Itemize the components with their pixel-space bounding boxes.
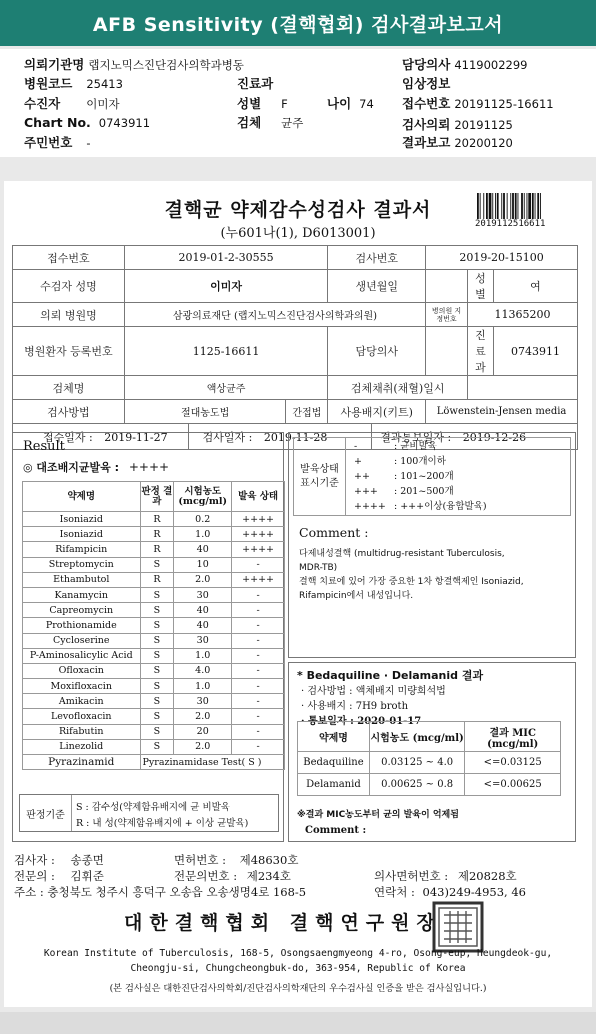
drug-result: S	[140, 724, 174, 739]
table-row	[298, 774, 561, 796]
hosp-label: 의뢰 병원명	[13, 303, 125, 327]
drug-growth: -	[232, 694, 285, 709]
dept-label: 진료과	[468, 327, 494, 376]
table-row	[23, 648, 285, 663]
report-title: AFB Sensitivity (결핵협회) 검사결과보고서	[92, 13, 504, 36]
drug-result: S	[140, 618, 174, 633]
criteria-r: R : 내 성(약제함유배지에 + 이상 균발육)	[76, 818, 249, 829]
legend-symbol: +	[354, 456, 362, 467]
drug-conc: 2.0	[174, 572, 232, 587]
legend-symbol: ++	[354, 471, 370, 482]
page-footer	[0, 1012, 596, 1034]
table-row	[23, 724, 285, 739]
md-license: 의사면허번호 : 제20828호	[374, 869, 517, 883]
bedaquiline-box	[288, 662, 576, 842]
certification-note: (본 검사실은 대한진단검사의학회/진단검사의학재단의 우수검사실 인증을 받은 검사실입니다.)	[109, 983, 487, 994]
hosp-no-value: 11365200	[468, 303, 578, 327]
drug-growth: ++++	[232, 527, 285, 542]
ssn-field: 주민번호 -	[24, 135, 91, 150]
drug-growth: -	[232, 709, 285, 724]
sex-label: 성별	[468, 270, 494, 303]
spec-label: 검체명	[13, 376, 125, 400]
drug-growth: -	[232, 724, 285, 739]
drug-result: S	[140, 603, 174, 618]
drug-name: Rifabutin	[23, 724, 141, 739]
drug-name: Prothionamide	[23, 618, 141, 633]
table-row	[23, 633, 285, 648]
table-row	[23, 527, 285, 542]
report-title-bar	[0, 0, 596, 46]
table-row	[23, 663, 285, 678]
result-title: Result	[23, 439, 65, 454]
drug-conc: 1.0	[174, 527, 232, 542]
drug-header-2: 시험농도 (mcg/ml)	[174, 482, 232, 512]
drug-result: S	[140, 557, 174, 572]
name-value: 이미자	[124, 270, 328, 303]
drug-conc: 30	[174, 633, 232, 648]
legend-meaning: : 균비발육	[394, 441, 437, 452]
table-row	[23, 603, 285, 618]
english-address-1: Korean Institute of Tuberculosis, 168-5, Osongsaengmyeong 4-ro, Osong-eup, Heungdeok-gu,	[43, 948, 553, 959]
drug-conc: 40	[174, 603, 232, 618]
drug-conc: 30	[174, 587, 232, 602]
address: 주소 : 충청북도 청주시 흥덕구 오송읍 오송생명4로 168-5	[14, 885, 307, 899]
comment-title: Comment :	[299, 525, 369, 540]
drug-conc: 2.0	[174, 739, 232, 754]
drug-name: Cycloserine	[23, 633, 141, 648]
drug-name: Streptomycin	[23, 557, 141, 572]
result-box	[12, 432, 284, 842]
drug-growth: -	[232, 603, 285, 618]
drug-name: Isoniazid	[23, 527, 141, 542]
specimen-field: 검체 균주	[237, 115, 304, 130]
organization-name: 대한결핵협회 결핵연구원장	[124, 912, 442, 934]
drug-conc: 30	[174, 694, 232, 709]
method-value-2: 간접법	[286, 400, 328, 424]
method-value-1: 절대농도법	[124, 400, 286, 424]
test-date: 검사일자 : 2019-11-28	[188, 424, 372, 450]
legend-symbol: -	[354, 441, 358, 452]
drug-conc: 4.0	[174, 663, 232, 678]
chart-no-field: Chart No. 0743911	[24, 115, 151, 130]
hospital-field: 의뢰기관명 랩지노믹스진단검사의학과병동	[24, 57, 244, 72]
growth-legend	[293, 437, 571, 516]
pza-name: Pyrazinamid	[23, 755, 141, 770]
drug-name: Isoniazid	[23, 512, 141, 527]
drug-result: R	[140, 572, 174, 587]
notify-date: 결과통보일자 : 2019-12-26	[372, 424, 578, 450]
drug-growth: -	[232, 679, 285, 694]
bdq-range: 0.03125 ~ 4.0	[369, 752, 465, 774]
criteria-s: S : 감수성(약제함유배지에 균 비발육	[76, 802, 230, 813]
doctor-field: 담당의사 4119002299	[402, 57, 528, 72]
method-label: 검사방법	[13, 400, 125, 424]
legend-item	[354, 499, 570, 514]
bdq-title: * Bedaquiline · Delamanid 결과	[297, 669, 484, 682]
drug-growth: -	[232, 648, 285, 663]
table-row	[23, 587, 285, 602]
reg-label: 병원환자 등록번호	[13, 327, 125, 376]
bdq-info: · 검사방법 : 액체배지 미량희석법 · 사용배지 : 7H9 broth · 통보일자 : 2020-01-17	[301, 686, 446, 727]
legend-items	[346, 438, 571, 516]
drug-name: Levofloxacin	[23, 709, 141, 724]
test-no-label: 검사번호	[328, 246, 426, 270]
table-row	[23, 618, 285, 633]
criteria-label: 판정기준	[20, 795, 72, 831]
drug-result: R	[140, 527, 174, 542]
legend-item	[354, 439, 570, 454]
drug-result: S	[140, 679, 174, 694]
examinee-field: 수진자 이미자	[24, 96, 120, 111]
dob-label: 생년월일	[328, 270, 426, 303]
drug-growth: -	[232, 663, 285, 678]
drug-conc: 40	[174, 618, 232, 633]
specialist-license: 전문의번호 : 제234호	[174, 869, 291, 883]
drug-growth: -	[232, 618, 285, 633]
colony-growth: ◎ 대조배지균발육 : ++++	[23, 460, 170, 474]
bdq-range: 0.00625 ~ 0.8	[369, 774, 465, 796]
spec-value: 액상균주	[124, 376, 328, 400]
license: 면허번호 : 제48630호	[174, 853, 299, 867]
patient-info-panel	[0, 49, 596, 157]
legend-item	[354, 484, 570, 499]
collect-value	[468, 376, 578, 400]
hosp-value: 삼광의료재단 (랩지노믹스진단검사의학과의원)	[124, 303, 425, 327]
request-date-field: 검사의뢰 20191125	[402, 117, 513, 132]
barcode	[477, 193, 567, 219]
accession-field: 접수번호 20191125-16611	[402, 96, 554, 111]
drug-name: Moxifloxacin	[23, 679, 141, 694]
drug-growth: -	[232, 739, 285, 754]
clinical-info-field: 임상정보	[402, 76, 451, 91]
drug-name: Ethambutol	[23, 572, 141, 587]
table-row	[23, 542, 285, 557]
drug-result: S	[140, 633, 174, 648]
test-no-value: 2019-20-15100	[426, 246, 578, 270]
bdq-drug: Bedaquiline	[298, 752, 370, 774]
drug-header-3: 발육 상태	[232, 482, 285, 512]
drug-growth: ++++	[232, 542, 285, 557]
drug-result: S	[140, 709, 174, 724]
english-address-2: Cheongju-si, Chungcheongbuk-do, 363-954, Republic of Korea	[130, 963, 466, 974]
drug-result: R	[140, 542, 174, 557]
drug-name: Amikacin	[23, 694, 141, 709]
table-row	[23, 572, 285, 587]
age-field: 나이 74	[327, 96, 374, 111]
department-field: 진료과	[237, 76, 274, 91]
document-title: 결핵균 약제감수성검사 결과서	[164, 199, 432, 221]
bdq-header-1: 시험농도 (mcg/ml)	[369, 722, 465, 752]
medium-value: Löwenstein-Jensen media	[426, 400, 578, 424]
drug-name: Linezolid	[23, 739, 141, 754]
legend-symbol: ++++	[354, 501, 386, 512]
sex-field: 성별 F	[237, 96, 288, 111]
bdq-note: ※결과 MIC농도부터 균의 발육이 억제됨	[297, 810, 459, 820]
hospital-code-field: 병원코드 25413	[24, 76, 123, 91]
drug-conc: 10	[174, 557, 232, 572]
table-row	[23, 512, 285, 527]
drug-conc: 20	[174, 724, 232, 739]
info-table	[12, 245, 578, 450]
drug-result: S	[140, 694, 174, 709]
legend-item	[354, 454, 570, 469]
tester: 검사자 : 송종면	[14, 853, 104, 867]
drug-growth: ++++	[232, 512, 285, 527]
medium-label: 사용배지(키트)	[328, 400, 426, 424]
drug-conc: 1.0	[174, 648, 232, 663]
dept-value: 0743911	[493, 327, 577, 376]
legend-meaning: : 101~200개	[394, 471, 454, 482]
legend-symbol: +++	[354, 486, 378, 497]
drug-growth: -	[232, 557, 285, 572]
table-row	[23, 557, 285, 572]
specialist: 전문의 : 김휘준	[14, 869, 104, 883]
document-subtitle: (누601나(1), D6013001)	[220, 226, 376, 241]
bdq-drug: Delamanid	[298, 774, 370, 796]
table-row	[23, 679, 285, 694]
phone: 연락처 : 043)249-4953, 46	[374, 885, 526, 899]
drug-conc: 2.0	[174, 709, 232, 724]
drug-result: R	[140, 512, 174, 527]
barcode-number: 2019112516611	[475, 219, 546, 229]
hosp-no-label: 병의원 지정번호	[426, 303, 468, 327]
drug-name: Rifampicin	[23, 542, 141, 557]
drug-result: S	[140, 648, 174, 663]
legend-comment-box	[288, 432, 576, 658]
legend-item	[354, 469, 570, 484]
bdq-mic: <=0.03125	[465, 752, 561, 774]
table-row	[298, 752, 561, 774]
report-date-field: 결과보고 20200120	[402, 135, 513, 150]
reg-value: 1125-16611	[124, 327, 328, 376]
drug-name: Ofloxacin	[23, 663, 141, 678]
recv-date: 접수일자 : 2019-11-27	[13, 424, 189, 450]
drug-growth: -	[232, 587, 285, 602]
bdq-mic: <=0.00625	[465, 774, 561, 796]
bdq-header-0: 약제명	[298, 722, 370, 752]
comment-body: 다제내성결핵 (multidrug-resistant Tuberculosis, MDR-TB) 결핵 치료에 있어 가장 중요한 1차 항결핵제인 Isoniazid, Rifampicin에서 내성입니다.	[299, 549, 524, 601]
doc-label: 담당의사	[328, 327, 426, 376]
drug-name: Capreomycin	[23, 603, 141, 618]
drug-table	[22, 481, 285, 770]
bdq-table	[297, 721, 561, 796]
legend-meaning: : 100개이하	[394, 456, 446, 467]
bdq-comment: Comment :	[305, 825, 367, 836]
rcpt-label: 접수번호	[13, 246, 125, 270]
drug-result: S	[140, 663, 174, 678]
name-label: 수검자 성명	[13, 270, 125, 303]
drug-result: S	[140, 739, 174, 754]
legend-label: 발육상태 표시기준	[294, 438, 346, 516]
table-row	[23, 694, 285, 709]
report-document	[4, 181, 592, 1007]
official-seal	[432, 901, 484, 953]
drug-name: P-Aminosalicylic Acid	[23, 648, 141, 663]
pza-result: Pyrazinamidase Test( S )	[140, 755, 284, 770]
legend-meaning: : +++이상(융합발육)	[394, 501, 487, 512]
table-row	[23, 709, 285, 724]
drug-conc: 0.2	[174, 512, 232, 527]
sex-value: 여	[493, 270, 577, 303]
drug-growth: -	[232, 633, 285, 648]
drug-header-0: 약제명	[23, 482, 141, 512]
collect-label: 검체채취(채혈)일시	[328, 376, 468, 400]
table-row	[23, 739, 285, 754]
drug-header-1: 판정 결과	[140, 482, 174, 512]
drug-conc: 40	[174, 542, 232, 557]
rcpt-value: 2019-01-2-30555	[124, 246, 328, 270]
drug-name: Kanamycin	[23, 587, 141, 602]
legend-meaning: : 201~500개	[394, 486, 454, 497]
drug-result: S	[140, 587, 174, 602]
doc-value	[426, 327, 468, 376]
drug-growth: ++++	[232, 572, 285, 587]
drug-conc: 1.0	[174, 679, 232, 694]
dob-value	[426, 270, 468, 303]
bdq-header-2: 결과 MIC (mcg/ml)	[465, 722, 561, 752]
criteria-box	[19, 794, 279, 832]
